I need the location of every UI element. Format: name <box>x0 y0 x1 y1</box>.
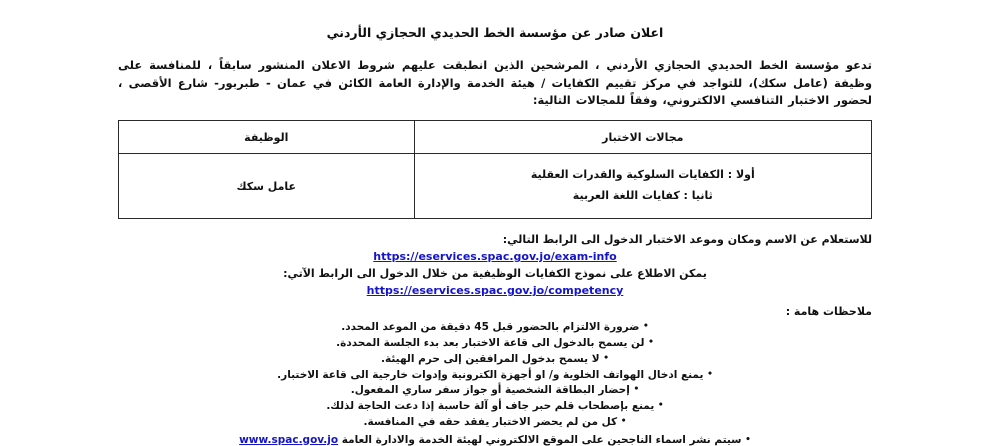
bullet-icon: • <box>633 384 640 395</box>
list-item <box>118 383 872 399</box>
list-item <box>118 368 872 384</box>
final-note-text: سيتم نشر اسماء الناجحين على الموقع الالكتروني لهيئة الخدمة والادارة العامة <box>341 433 742 446</box>
portal-link[interactable]: www.spac.gov.jo <box>239 433 339 446</box>
note-text: يمنع ادخال الهواتف الخلوية و/ او أجهزة الكترونية وإدوات خارجية الى قاعة الاختبار. <box>277 368 704 381</box>
links-section <box>118 231 872 299</box>
bullet-icon: • <box>707 368 713 379</box>
page-title: اعلان صادر عن مؤسسة الخط الحديدي الحجازي الأردني <box>326 25 664 40</box>
competency-link[interactable]: https://eservices.spac.gov.jo/competency <box>366 284 624 298</box>
note-text: ضرورة الالتزام بالحضور قبل 45 دقيقة من الموعد المحدد. <box>341 321 640 334</box>
final-note <box>118 434 872 446</box>
exam-field-2: ثانيا : كفايات اللغة العربية <box>572 189 713 203</box>
table-header-row <box>119 121 872 154</box>
bullet-icon: • <box>657 400 664 411</box>
notes-list <box>118 320 872 430</box>
list-item <box>118 320 872 336</box>
exam-table <box>118 120 872 219</box>
bullet-icon: • <box>745 434 751 445</box>
exam-info-link[interactable]: https://eservices.spac.gov.jo/exam-info <box>373 250 617 264</box>
list-item <box>118 336 872 352</box>
exam-info-link-row <box>118 248 872 265</box>
competency-link-row <box>118 282 872 299</box>
notes-title: ملاحظات هامة : <box>785 305 872 319</box>
table-row <box>119 154 872 219</box>
note-text: يمنع بإصطحاب قلم حبر جاف أو آلة حاسبة إذا دعت الحاجة لذلك. <box>326 400 655 413</box>
exam-field-1: أولا : الكفايات السلوكية والقدرات العقلية <box>530 168 755 182</box>
list-item <box>118 415 872 431</box>
header-job: الوظيفة <box>119 121 415 154</box>
list-item <box>118 399 872 415</box>
header-exam-fields: مجالات الاختبار <box>414 121 871 154</box>
note-text: إحضار البطاقة الشخصية أو جواز سفر ساري المفعول. <box>350 384 630 397</box>
list-item <box>118 352 872 368</box>
bullet-icon: • <box>643 321 649 332</box>
note-text: كل من لم يحضر الاختبار يفقد حقه في المنافسة. <box>363 415 618 428</box>
cell-exam-fields <box>414 154 871 219</box>
bullet-icon: • <box>648 337 654 348</box>
intro-paragraph: تدعو مؤسسة الخط الحديدي الحجازي الأردني ، المرشحين الذين انطبقت عليهم شروط الاعلان المنشور سابقاً ، للمنافسة على وظيفة (عامل سكك)، للتواجد في مركز تقييم الكفايات / هيئة الخدمة والإدارة العامة الكائن في عمان - طبربور- شارع الأقصى ، لحضور الاختبار التنافسي الالكتروني، وفقاً للمجالات التالية: <box>118 57 872 108</box>
bullet-icon: • <box>603 353 609 364</box>
bullet-icon: • <box>620 416 627 427</box>
note-text: لن يسمح بالدخول الى قاعة الاختبار بعد بدء الجلسة المحددة. <box>336 337 645 350</box>
cell-job-title: عامل سكك <box>119 154 415 219</box>
exam-info-label: للاستعلام عن الاسم ومكان وموعد الاختبار الدخول الى الرابط التالي: <box>502 233 872 247</box>
note-text: لا يسمح بدخول المرافقين إلى حرم الهيئة. <box>381 352 600 365</box>
competency-label: يمكن الاطلاع على نموذج الكفايات الوظيفية من خلال الدخول الى الرابط الآتي: <box>283 267 707 281</box>
